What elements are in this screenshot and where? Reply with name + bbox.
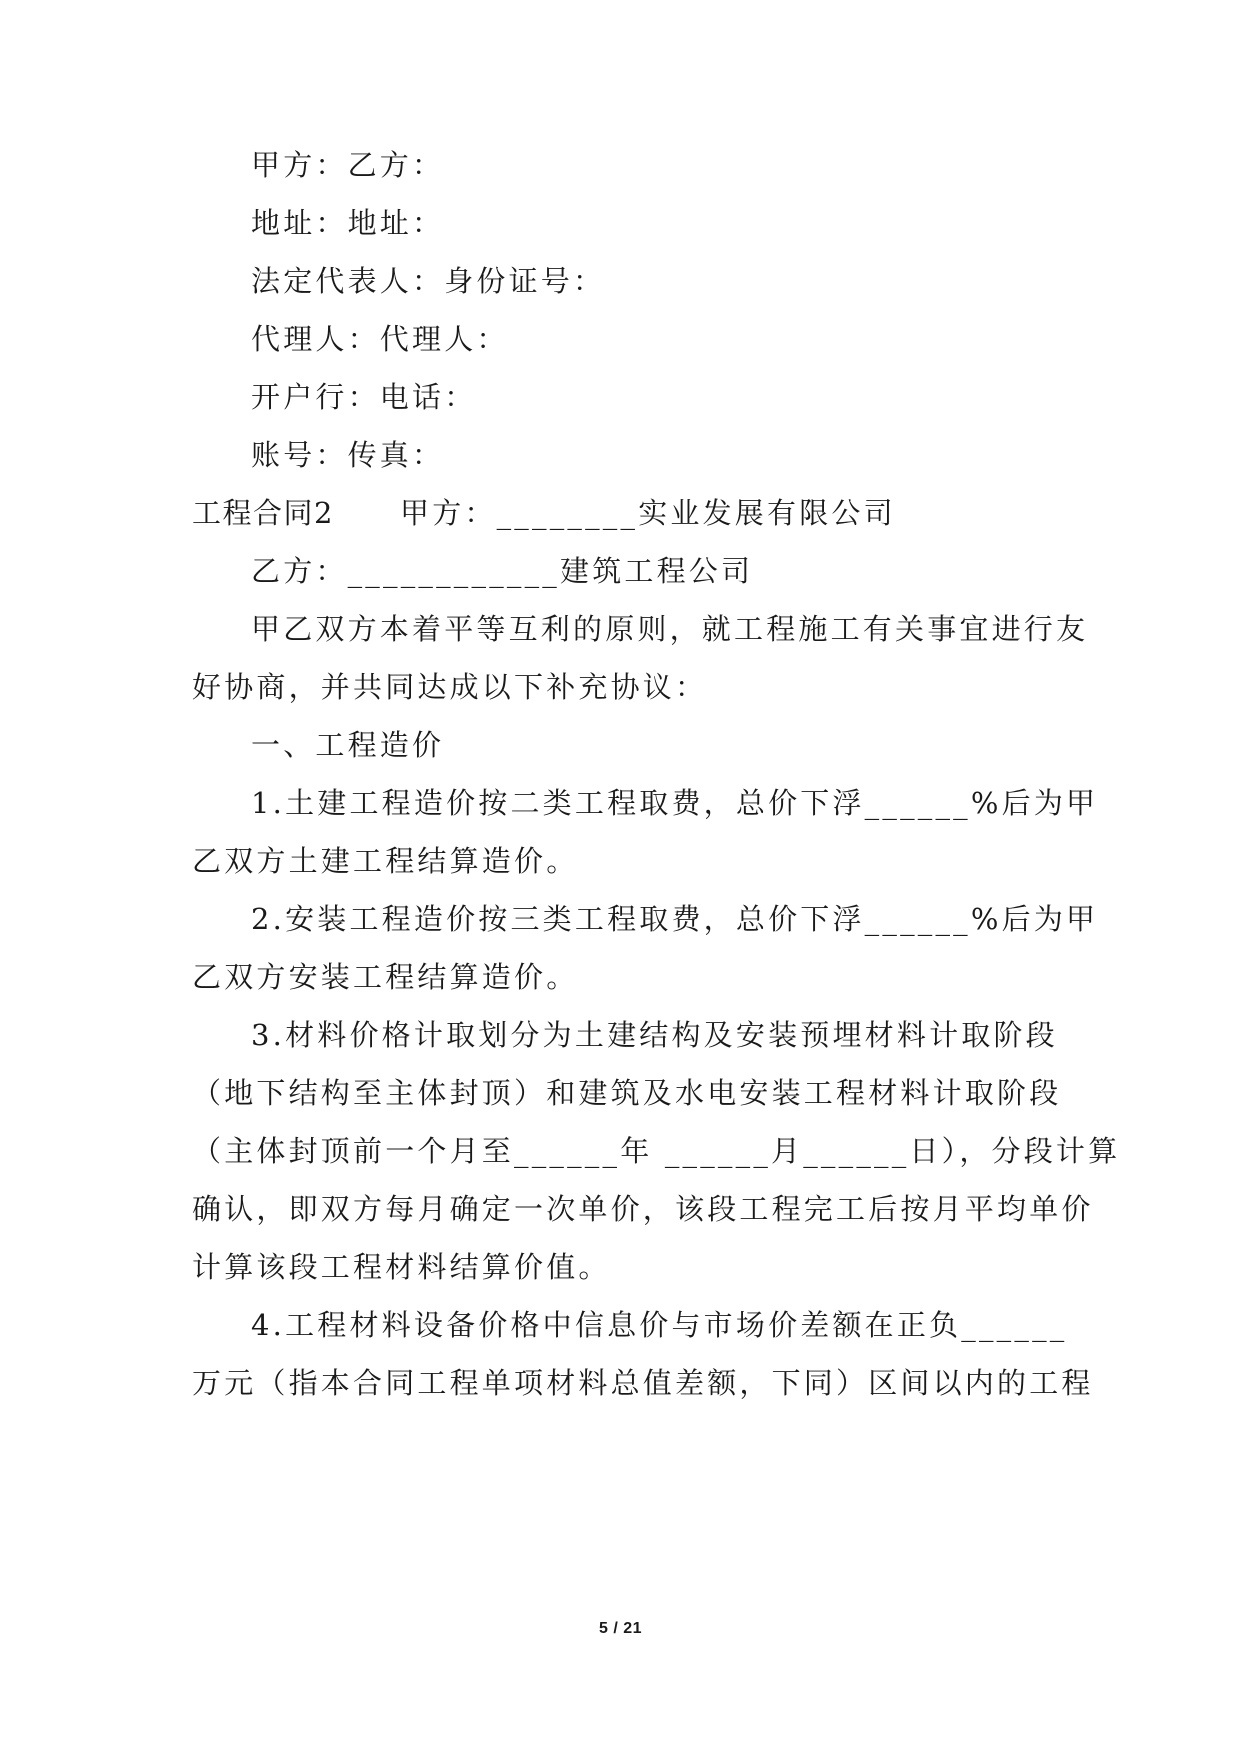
text-line-address-labels: 地址：地址： <box>251 206 445 240</box>
clause-2-line-2: 乙双方安装工程结算造价。 <box>192 960 579 994</box>
heading-engineering-cost: 一、工程造价 <box>251 728 445 762</box>
paragraph-intro-line-2: 好协商，并共同达成以下补充协议： <box>192 670 708 704</box>
clause-3-line-3: （主体封顶前一个月至______年 ______月______日），分段计算 <box>192 1134 1121 1168</box>
clause-4-line-1: 4.工程材料设备价格中信息价与市场价差额在正负______ <box>251 1308 1068 1342</box>
text-line-account-labels: 账号：传真： <box>251 438 445 472</box>
text-line-party-b: 乙方：____________建筑工程公司 <box>251 554 754 588</box>
clause-1-line-1: 1.土建工程造价按二类工程取费，总价下浮______%后为甲 <box>251 786 1099 820</box>
clause-3-line-4: 确认，即双方每月确定一次单价，该段工程完工后按月平均单价 <box>192 1192 1094 1226</box>
text-line-party-labels: 甲方：乙方： <box>251 148 445 182</box>
section-heading: 工程合同2 <box>192 496 334 530</box>
clause-3-line-2: （地下结构至主体封顶）和建筑及水电安装工程材料计取阶段 <box>192 1076 1062 1110</box>
text-line-legal-rep-labels: 法定代表人：身份证号： <box>251 264 606 298</box>
paragraph-intro-line-1: 甲乙双方本着平等互利的原则，就工程施工有关事宜进行友 <box>251 612 1089 646</box>
clause-4-line-2: 万元（指本合同工程单项材料总值差额，下同）区间以内的工程 <box>192 1366 1094 1400</box>
text-line-agent-labels: 代理人：代理人： <box>251 322 509 356</box>
clause-3-line-1: 3.材料价格计取划分为土建结构及安装预埋材料计取阶段 <box>251 1018 1058 1052</box>
page-number: 5 / 21 <box>598 1620 643 1637</box>
clause-1-line-2: 乙双方土建工程结算造价。 <box>192 844 579 878</box>
text-line-bank-labels: 开户行：电话： <box>251 380 477 414</box>
clause-2-line-1: 2.安装工程造价按三类工程取费，总价下浮______%后为甲 <box>251 902 1099 936</box>
text-line-party-a: 甲方：________实业发展有限公司 <box>400 496 896 530</box>
clause-3-line-5: 计算该段工程材料结算价值。 <box>192 1250 611 1284</box>
